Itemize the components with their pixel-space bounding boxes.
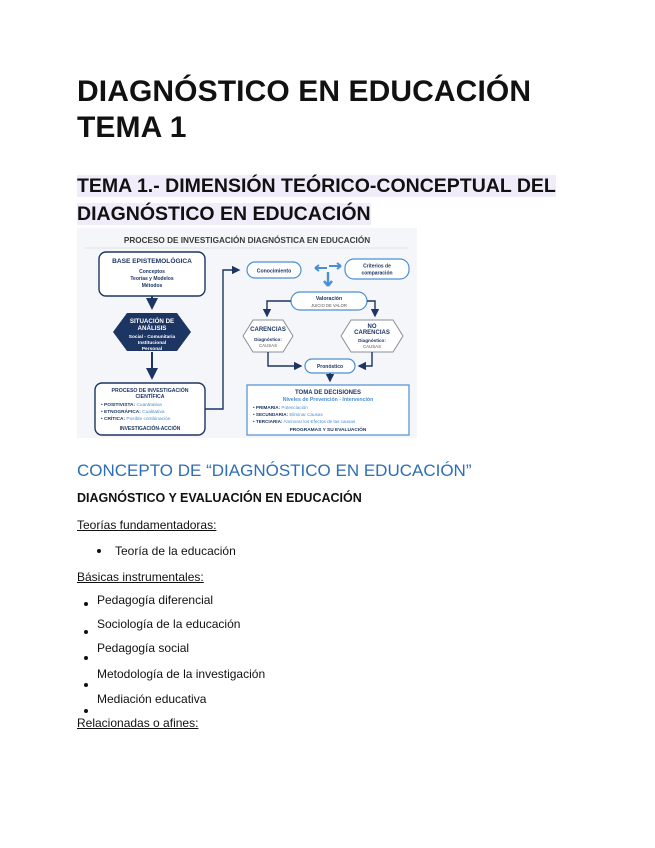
teorias-item: Teoría de la educación bbox=[115, 544, 236, 558]
bullet-dot bbox=[84, 709, 88, 713]
basicas-item: Pedagogía diferencial bbox=[97, 593, 214, 607]
diagram-header: PROCESO DE INVESTIGACIÓN DIAGNÓSTICA EN EDUCACIÓN bbox=[123, 236, 371, 245]
no-carencias-title: NO bbox=[367, 324, 377, 330]
carencias-diag: Diagnóstico: bbox=[254, 337, 282, 342]
basicas-item: Sociología de la educación bbox=[97, 617, 241, 631]
proceso-item-critica: • CRÍTICA: Posible combinación bbox=[101, 417, 171, 422]
basicas-item: Pedagogía social bbox=[97, 641, 190, 655]
section-title-line-2: DIAGNÓSTICO EN EDUCACIÓN bbox=[77, 203, 371, 225]
situacion-item: Institucional bbox=[137, 341, 167, 346]
base-item: Métodos bbox=[141, 283, 163, 289]
base-title: BASE EPISTEMOLÓGICA bbox=[112, 258, 192, 265]
toma-item-secundaria: • SECUNDARIA: Eliminar Causas bbox=[253, 412, 323, 417]
concept-heading: CONCEPTO DE “DIAGNÓSTICO EN EDUCACIÓN” bbox=[77, 461, 472, 480]
section-title-line-1: TEMA 1.- DIMENSIÓN TEÓRICO-CONCEPTUAL DEL bbox=[77, 175, 556, 197]
toma-item-primaria: • PRIMARIA: Potenciación bbox=[253, 405, 308, 410]
situacion-title: ANÁLISIS bbox=[137, 325, 167, 332]
valoracion-label: Valoración bbox=[315, 296, 343, 302]
bullet-dot bbox=[84, 656, 88, 660]
carencias-causas: CAUSAS bbox=[258, 343, 278, 348]
proceso-footer: INVESTIGACIÓN-ACCIÓN bbox=[119, 426, 181, 432]
bullet-dot bbox=[84, 683, 88, 687]
situacion-item: Social - Comunitaria bbox=[128, 335, 176, 340]
proceso-title: CIENTÍFICA bbox=[135, 394, 165, 400]
section-title bbox=[77, 172, 587, 228]
title-line-2: TEMA 1 bbox=[77, 111, 187, 144]
bullet-dot bbox=[97, 549, 101, 553]
teorias-label: Teorías fundamentadoras: bbox=[77, 518, 217, 532]
evaluation-heading: DIAGNÓSTICO Y EVALUACIÓN EN EDUCACIÓN bbox=[77, 491, 362, 505]
no-carencias-causas: CAUSAS bbox=[362, 344, 382, 349]
proceso-item-etnografica: • ETNOGRÁFICA: Cualitativa bbox=[101, 410, 165, 415]
toma-item-terciaria: • TERCIARIA: Aminorar los Efectos de las causas bbox=[253, 419, 356, 424]
base-item: Teorías y Modelos bbox=[130, 276, 174, 282]
carencias-title: CARENCIAS bbox=[250, 327, 286, 333]
document-title bbox=[77, 74, 531, 146]
conocimiento-label: Conocimiento bbox=[256, 268, 292, 275]
criterios-label: Criterios de bbox=[363, 263, 391, 270]
criterios-label: comparación bbox=[361, 270, 393, 277]
process-diagram bbox=[77, 228, 417, 438]
toma-footer: PROGRAMAS Y SU EVALUACIÓN bbox=[289, 428, 367, 433]
basicas-label: Básicas instrumentales: bbox=[77, 570, 204, 584]
toma-subtitle: Niveles de Prevención - Intervención bbox=[282, 397, 374, 403]
juicio-label: JUICIO DE VALOR bbox=[311, 303, 347, 308]
no-carencias-title: CARENCIAS bbox=[354, 330, 390, 336]
bullet-dot bbox=[84, 630, 88, 634]
basicas-item: Mediación educativa bbox=[97, 692, 207, 706]
pronostico-label: Pronóstico bbox=[316, 364, 344, 370]
situacion-item: Personal bbox=[141, 347, 163, 352]
basicas-item: Metodología de la investigación bbox=[97, 667, 266, 681]
no-carencias-diag: Diagnóstico: bbox=[358, 338, 386, 343]
proceso-item-positivista: • POSITIVISTA: Cuantitativa bbox=[101, 403, 162, 408]
bullet-dot bbox=[84, 602, 88, 606]
toma-title: TOMA DE DECISIONES bbox=[294, 390, 362, 396]
proceso-title: PROCESO DE INVESTIGACIÓN bbox=[111, 388, 189, 394]
base-item: Conceptos bbox=[139, 269, 165, 275]
situacion-title: SITUACIÓN DE bbox=[129, 318, 175, 325]
title-line-1: DIAGNÓSTICO EN EDUCACIÓN bbox=[77, 75, 532, 108]
relacionadas-label: Relacionadas o afines: bbox=[77, 716, 199, 730]
